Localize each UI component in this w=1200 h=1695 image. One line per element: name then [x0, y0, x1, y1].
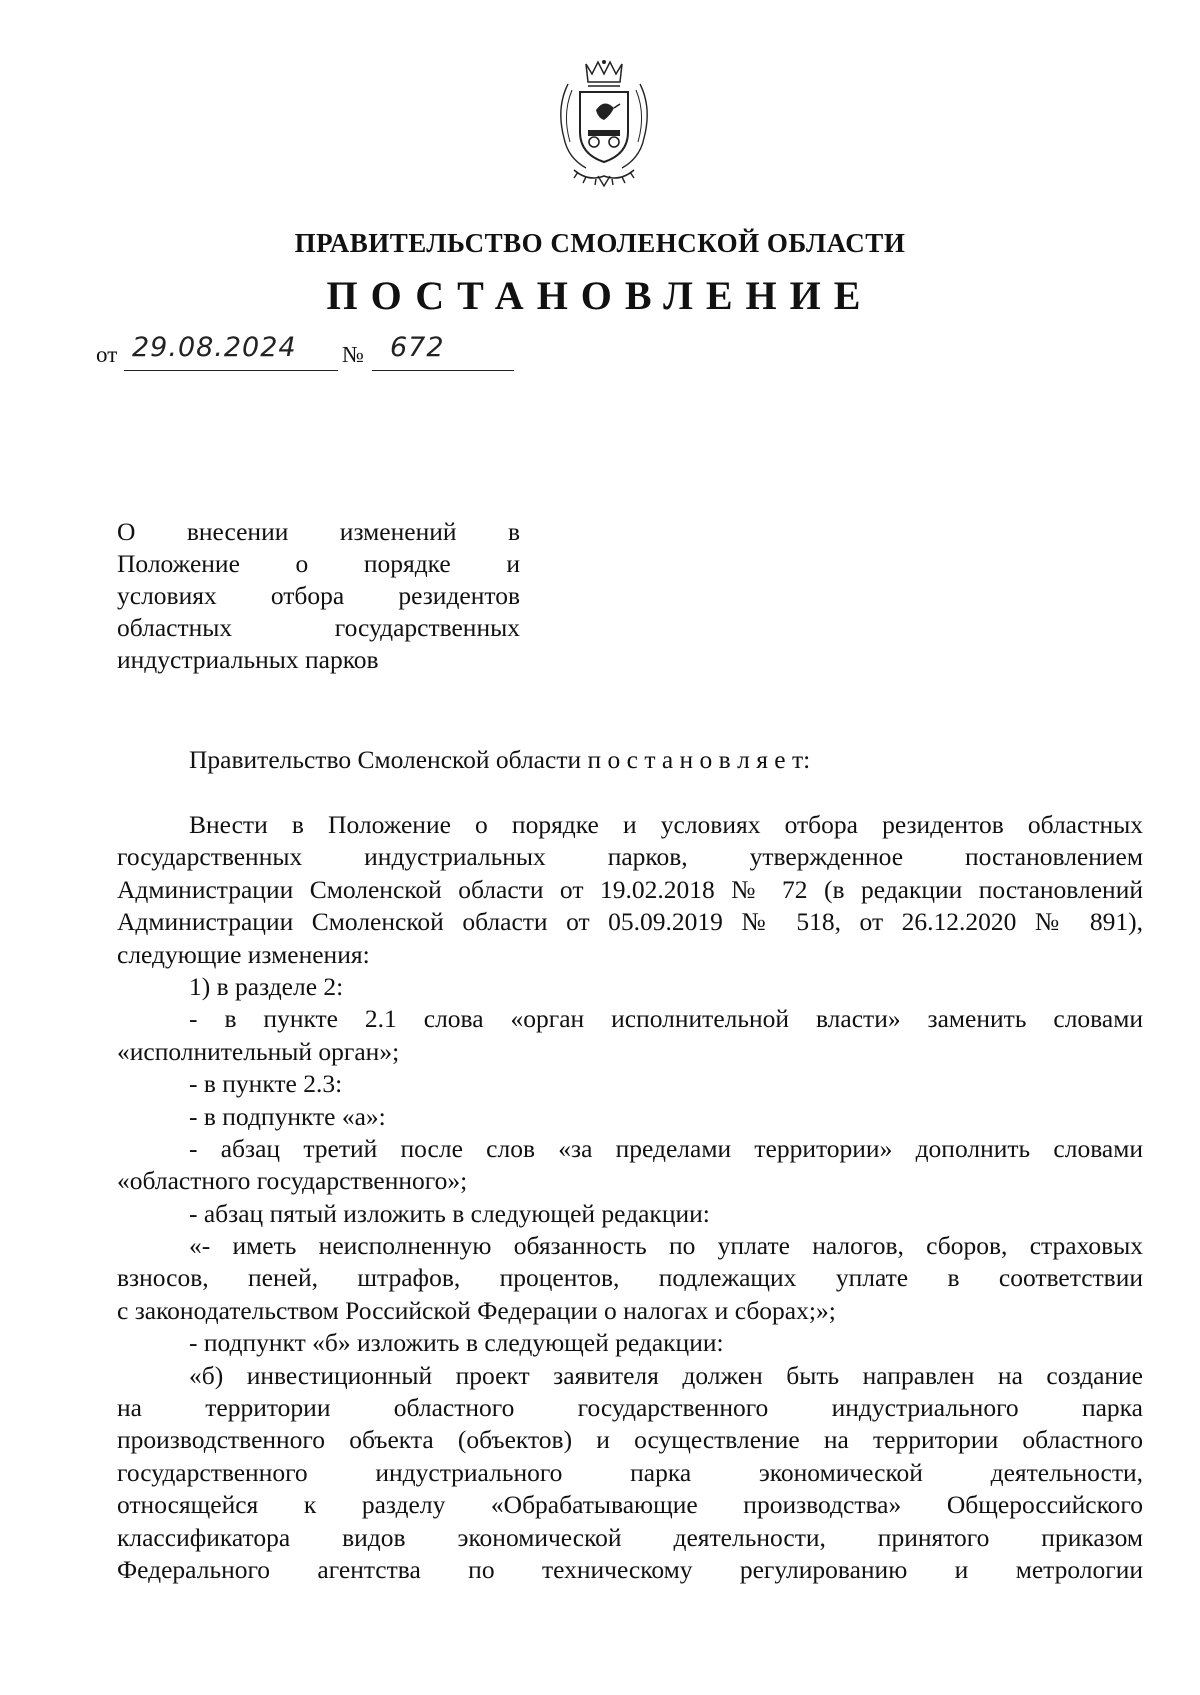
body-line: 1) в разделе 2: — [189, 971, 344, 1001]
date-underline — [124, 370, 338, 371]
body-line: - абзац пятый изложить в следующей редакции: — [189, 1198, 710, 1228]
body-line: «- иметь неисполненную обязанность по уплате налогов, сборов, страховых — [189, 1231, 1143, 1261]
body-line: государственных индустриальных парков, утвержденное постановлением — [117, 842, 1143, 872]
document-subject — [117, 516, 520, 676]
preamble: Правительство Смоленской области п о с т а н о в л я е т: — [189, 745, 811, 774]
body-line: - абзац третий после слов «за пределами территории» дополнить словами — [189, 1133, 1143, 1163]
body-line: Администрации Смоленской области от 19.02.2018 № 72 (в редакции постановлений — [117, 874, 1143, 904]
body-line: «б) инвестиционный проект заявителя должен быть направлен на создание — [189, 1360, 1143, 1390]
body-line: взносов, пеней, штрафов, процентов, подлежащих уплате в соответствии — [117, 1263, 1143, 1293]
smolensk-coat-of-arms-icon — [538, 58, 670, 190]
body-line: производственного объекта (объектов) и осуществление на территории областного — [117, 1425, 1143, 1455]
document-type-title: ПОСТАНОВЛЕНИЕ — [326, 273, 874, 318]
body-line: Администрации Смоленской области от 05.09.2019 № 518, от 26.12.2020 № 891), — [117, 907, 1143, 937]
body-line: - в пункте 2.3: — [189, 1069, 343, 1099]
body-line: относящейся к разделу «Обрабатывающие производства» Общероссийского — [117, 1490, 1143, 1520]
body-line: - в пункте 2.1 слова «орган исполнительной власти» заменить словами — [189, 1004, 1143, 1034]
body-line: Федерального агентства по техническому регулированию и метрологии — [117, 1554, 1143, 1584]
body-line: «исполнительный орган»; — [117, 1036, 400, 1066]
body-line: с законодательством Российской Федерации о налогах и сборах;»; — [117, 1295, 836, 1325]
number-prefix: № — [342, 342, 364, 367]
document-body — [117, 809, 1143, 1586]
body-line: государственного индустриального парка экономической деятельности, — [117, 1457, 1143, 1487]
body-line: следующие изменения: — [117, 939, 370, 969]
number-underline — [372, 370, 514, 371]
body-line: на территории областного государственного индустриального парка — [117, 1393, 1143, 1423]
body-line: - подпункт «б» изложить в следующей редакции: — [189, 1328, 724, 1358]
subject-line: О внесении изменений в — [117, 517, 520, 546]
body-line: классификатора видов экономической деятельности, принятого приказом — [117, 1522, 1143, 1552]
document-date: 29.08.2024 — [132, 332, 297, 363]
date-prefix: от — [96, 342, 118, 367]
body-line: - в подпункте «а»: — [189, 1101, 386, 1131]
subject-line: индустриальных парков — [117, 645, 379, 674]
document-number: 672 — [390, 332, 445, 363]
body-line: Внести в Положение о порядке и условиях отбора резидентов областных — [189, 810, 1143, 839]
subject-line: Положение о порядке и — [117, 549, 520, 578]
government-name: ПРАВИТЕЛЬСТВО СМОЛЕНСКОЙ ОБЛАСТИ — [294, 228, 906, 258]
subject-line: областных государственных — [117, 613, 520, 642]
body-line: «областного государственного»; — [117, 1166, 468, 1196]
subject-line: условиях отбора резидентов — [117, 581, 520, 610]
